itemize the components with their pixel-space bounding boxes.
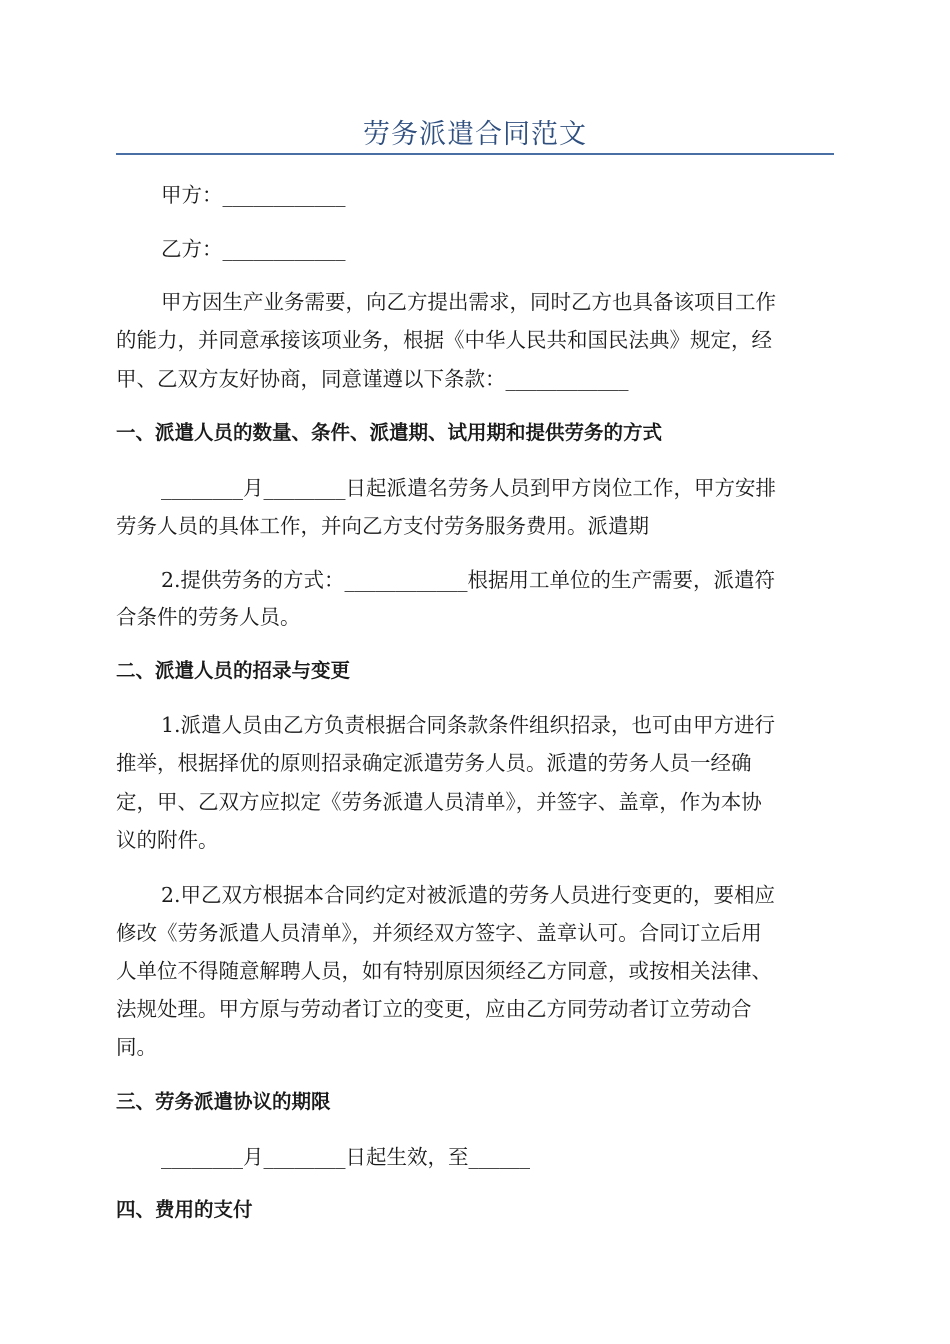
paragraph-line: 定，甲、乙双方应拟定《劳务派遣人员清单》，并签字、盖章，作为本协 — [116, 790, 762, 814]
paragraph-line: 的能力，并同意承接该项业务，根据《中华人民共和国民法典》规定，经 — [116, 328, 772, 352]
paragraph-line: 修改《劳务派遣人员清单》，并须经双方签字、盖章认可。合同订立后用 — [116, 921, 762, 945]
paragraph-line: ________月________日起生效，至______ — [161, 1145, 530, 1169]
section-4-heading: 四、费用的支付 — [116, 1198, 253, 1221]
paragraph-line: 合条件的劳务人员。 — [116, 605, 301, 629]
paragraph-line: 议的附件。 — [116, 828, 219, 852]
paragraph-line: 甲方因生产业务需要，向乙方提出需求，同时乙方也具备该项目工作 — [161, 290, 776, 314]
paragraph-line: 2.甲乙双方根据本合同约定对被派遣的劳务人员进行变更的，要相应 — [161, 883, 776, 907]
paragraph-line: ________月________日起派遣名劳务人员到甲方岗位工作，甲方安排 — [161, 476, 776, 500]
paragraph-line: 甲、乙双方友好协商，同意谨遵以下条款：____________ — [116, 367, 629, 391]
title-underline — [116, 153, 834, 155]
paragraph-line: 法规处理。甲方原与劳动者订立的变更，应由乙方同劳动者订立劳动合 — [116, 997, 752, 1021]
paragraph-line: 推举，根据择优的原则招录确定派遣劳务人员。派遣的劳务人员一经确 — [116, 751, 752, 775]
paragraph-line: 劳务人员的具体工作，并向乙方支付劳务服务费用。派遣期 — [116, 514, 649, 538]
party-b-line: 乙方：____________ — [161, 237, 346, 261]
paragraph-line: 1.派遣人员由乙方负责根据合同条款条件组织招录，也可由甲方进行 — [161, 713, 776, 737]
section-3-heading: 三、劳务派遣协议的期限 — [116, 1090, 331, 1113]
paragraph-line: 同。 — [116, 1035, 157, 1059]
section-2-heading: 二、派遣人员的招录与变更 — [116, 659, 351, 682]
paragraph-line: 人单位不得随意解聘人员，如有特别原因须经乙方同意，或按相关法律、 — [116, 959, 772, 983]
section-1-heading: 一、派遣人员的数量、条件、派遣期、试用期和提供劳务的方式 — [116, 421, 663, 444]
document-title: 劳务派遣合同范文 — [363, 119, 587, 150]
paragraph-line: 2.提供劳务的方式：____________根据用工单位的生产需要，派遣符 — [161, 568, 776, 592]
party-a-line: 甲方：____________ — [161, 183, 346, 207]
